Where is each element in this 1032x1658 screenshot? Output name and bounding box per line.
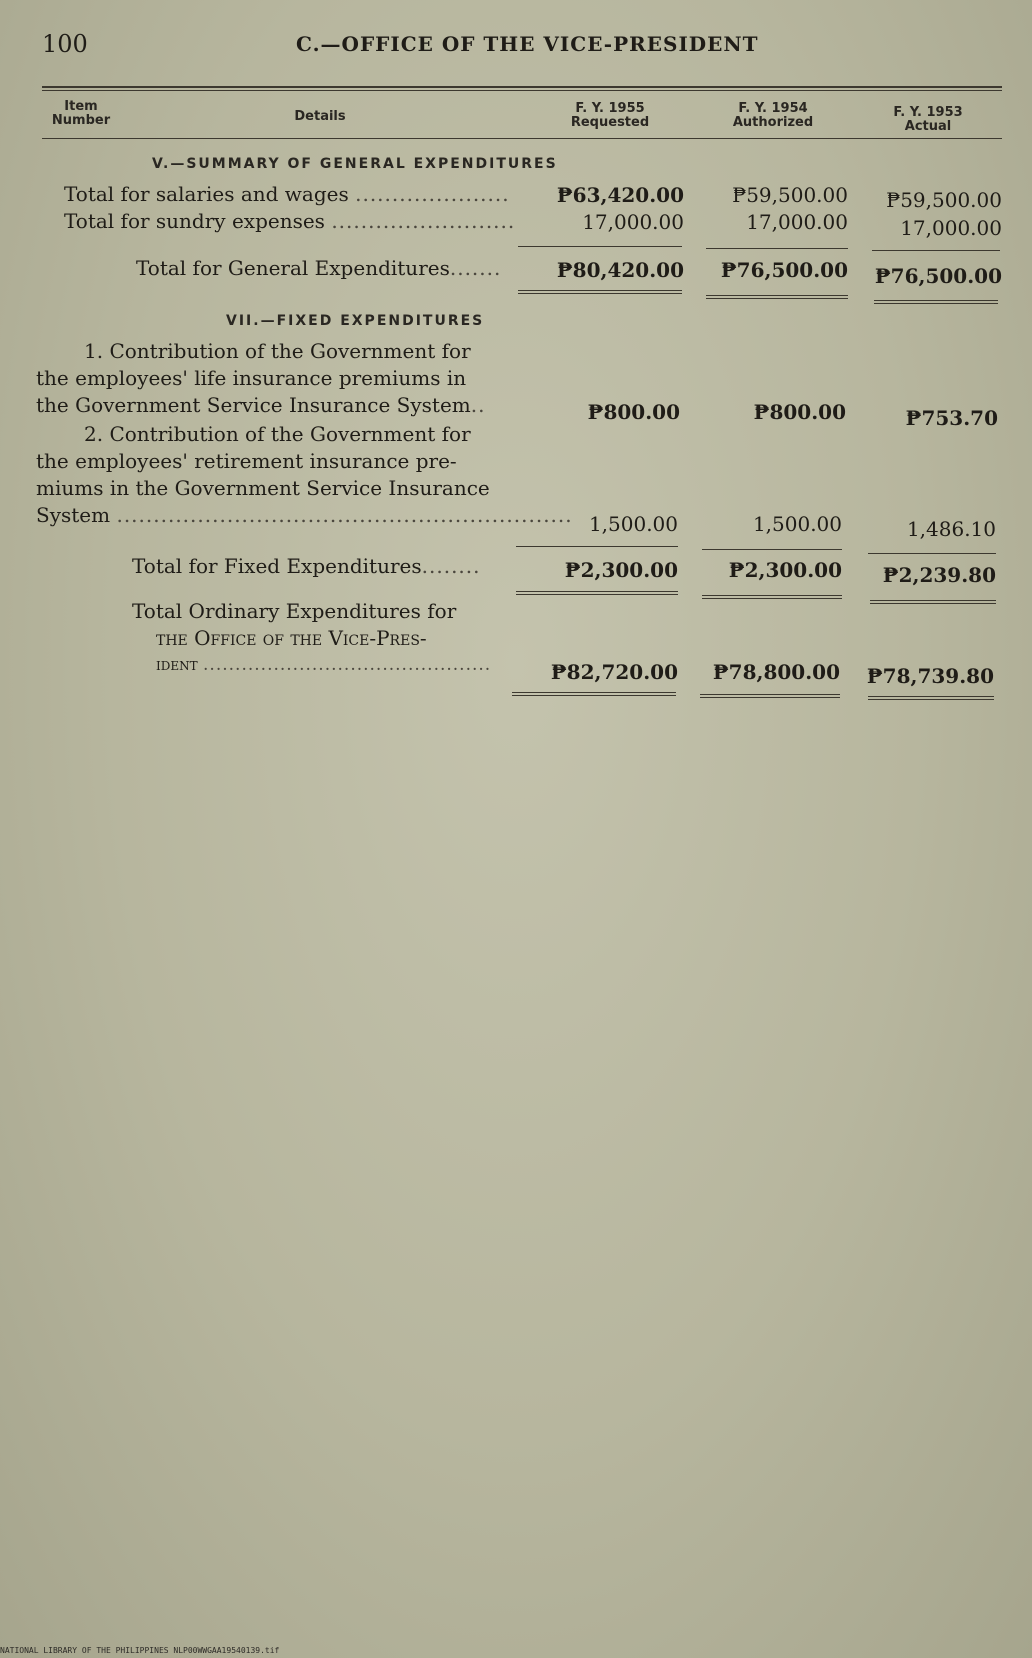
fixed-item2-fy1955: 1,500.00 xyxy=(588,512,678,536)
summary-total-fy1955: ₱80,420.00 xyxy=(556,258,684,282)
double-rule xyxy=(706,298,848,299)
double-rule xyxy=(700,694,840,695)
fixed-total-fy1954: ₱2,300.00 xyxy=(728,558,842,582)
leader-dots: .. xyxy=(470,393,486,417)
double-rule xyxy=(874,300,998,301)
fixed-total-label: Total for Fixed Expenditures........ xyxy=(132,554,481,578)
double-rule xyxy=(516,591,678,592)
ordinary-total-fy1953: ₱78,739.80 xyxy=(866,664,994,688)
leader-dots: ..................... xyxy=(355,182,510,206)
leader-dots: ............................................. xyxy=(203,655,492,675)
ordinary-total-text: Total Ordinary Expenditures for the Office of the Vice-Pres- ident ............................................. xyxy=(132,599,492,675)
summary-heading: V.—SUMMARY OF GENERAL EXPENDITURES xyxy=(152,156,558,172)
sum-rule xyxy=(702,549,842,550)
double-rule xyxy=(512,695,676,696)
fixed-total-fy1953: ₱2,239.80 xyxy=(882,563,996,587)
scan-footer: NATIONAL LIBRARY OF THE PHILIPPINES NLP00WWGAA19540139.tif xyxy=(0,1646,280,1655)
ordinary-total-fy1955: ₱82,720.00 xyxy=(550,660,678,684)
leader-dots: ........ xyxy=(421,554,481,578)
fixed-item1-fy1953: ₱753.70 xyxy=(905,406,998,430)
leader-dots: ....... xyxy=(449,256,502,280)
fixed-item1-fy1954: ₱800.00 xyxy=(753,400,846,424)
double-rule xyxy=(874,303,998,304)
sum-rule xyxy=(872,250,1000,251)
summary-sundry-fy1953: 17,000.00 xyxy=(900,216,1002,240)
summary-sundry-fy1955: 17,000.00 xyxy=(582,210,684,234)
summary-salaries-fy1954: ₱59,500.00 xyxy=(732,183,848,207)
sum-rule xyxy=(706,248,848,249)
summary-total-fy1953: ₱76,500.00 xyxy=(874,264,1002,288)
column-header-fy1955: F. Y. 1955 Requested xyxy=(570,101,650,130)
leader-dots: ......................... xyxy=(331,209,516,233)
column-header-details: Details xyxy=(294,109,346,124)
double-rule xyxy=(516,594,678,595)
column-header-fy1954: F. Y. 1954 Authorized xyxy=(732,101,814,130)
double-rule xyxy=(512,692,676,693)
double-rule xyxy=(518,293,682,294)
double-rule xyxy=(870,600,996,601)
header-top-rule xyxy=(42,86,1002,88)
fixed-item1-fy1955: ₱800.00 xyxy=(587,400,680,424)
double-rule xyxy=(702,595,842,596)
running-head: C.—OFFICE OF THE VICE-PRESIDENT xyxy=(296,32,759,56)
summary-salaries-fy1955: ₱63,420.00 xyxy=(556,183,684,207)
leader-dots: .............................................................. xyxy=(116,503,573,527)
fixed-item2-fy1953: 1,486.10 xyxy=(906,517,996,541)
double-rule xyxy=(702,598,842,599)
double-rule xyxy=(706,295,848,296)
fixed-item1-text: 1. Contribution of the Government for the employees' life insurance premiums in the Government Service Insurance System.. xyxy=(36,339,486,417)
summary-row-salaries-label: Total for salaries and wages ..................... xyxy=(64,182,510,206)
sum-rule xyxy=(516,546,678,547)
summary-salaries-fy1953: ₱59,500.00 xyxy=(886,188,1002,212)
ordinary-total-fy1954: ₱78,800.00 xyxy=(712,660,840,684)
summary-row-sundry-label: Total for sundry expenses ......................... xyxy=(64,209,516,233)
summary-total-fy1954: ₱76,500.00 xyxy=(720,258,848,282)
sum-rule xyxy=(868,553,996,554)
column-header-item-number: Item Number xyxy=(51,99,111,128)
double-rule xyxy=(870,603,996,604)
double-rule xyxy=(868,696,994,697)
double-rule xyxy=(518,290,682,291)
fixed-heading: VII.—FIXED EXPENDITURES xyxy=(226,313,485,329)
summary-sundry-fy1954: 17,000.00 xyxy=(746,210,848,234)
fixed-item2-fy1954: 1,500.00 xyxy=(752,512,842,536)
page-number: 100 xyxy=(42,30,88,58)
column-header-fy1953: F. Y. 1953 Actual xyxy=(893,105,963,134)
summary-total-label: Total for General Expenditures....... xyxy=(136,256,502,280)
header-bottom-rule xyxy=(42,138,1002,139)
fixed-total-fy1955: ₱2,300.00 xyxy=(564,558,678,582)
sum-rule xyxy=(518,246,682,247)
double-rule xyxy=(700,697,840,698)
fixed-item2-text: 2. Contribution of the Government for the employees' retirement insurance pre- miums in the Government Service Insurance System .............................................................. xyxy=(36,422,573,527)
header-top-rule-2 xyxy=(42,90,1002,91)
double-rule xyxy=(868,699,994,700)
